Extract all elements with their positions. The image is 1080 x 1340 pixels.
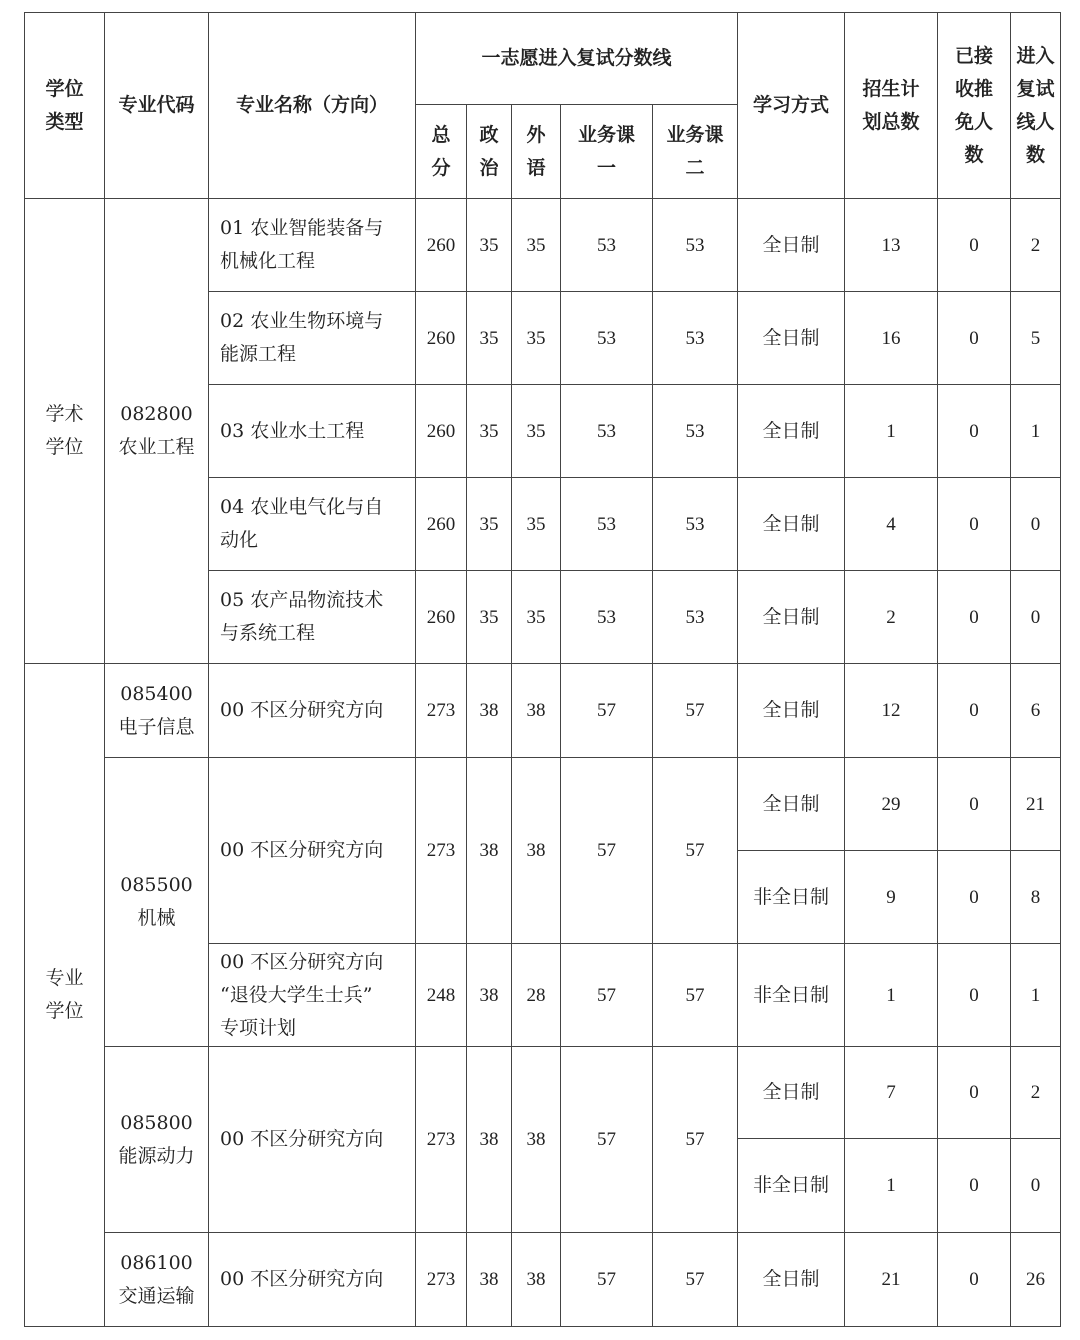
politics-score: 35 bbox=[467, 478, 512, 571]
plan-total: 21 bbox=[845, 1233, 938, 1327]
interview-count: 26 bbox=[1011, 1233, 1061, 1327]
header-major-name: 专业名称（方向） bbox=[209, 13, 416, 199]
table-row bbox=[25, 664, 1061, 758]
header-degree-type: 学位 类型 bbox=[25, 13, 105, 199]
course-two-score: 57 bbox=[653, 664, 738, 758]
exempt-count: 0 bbox=[938, 664, 1011, 758]
course-one-score: 57 bbox=[561, 664, 653, 758]
major-code-085800: 085800 能源动力 bbox=[105, 1047, 209, 1233]
plan-total: 29 bbox=[845, 758, 938, 851]
politics-score: 38 bbox=[467, 664, 512, 758]
interview-count: 0 bbox=[1011, 478, 1061, 571]
plan-total: 4 bbox=[845, 478, 938, 571]
header-interview-count: 进入 复试 线人 数 bbox=[1011, 13, 1061, 199]
foreign-score: 28 bbox=[512, 944, 561, 1047]
politics-score: 35 bbox=[467, 385, 512, 478]
interview-count: 1 bbox=[1011, 944, 1061, 1047]
header-study-mode: 学习方式 bbox=[738, 13, 845, 199]
course-two-score: 53 bbox=[653, 199, 738, 292]
major-code-085500: 085500 机械 bbox=[105, 758, 209, 1047]
table-row bbox=[25, 758, 1061, 851]
politics-score: 35 bbox=[467, 571, 512, 664]
major-name: 05 农产品物流技术 与系统工程 bbox=[209, 571, 416, 664]
exempt-count: 0 bbox=[938, 1047, 1011, 1139]
interview-count: 5 bbox=[1011, 292, 1061, 385]
course-one-score: 57 bbox=[561, 944, 653, 1047]
study-mode: 全日制 bbox=[738, 478, 845, 571]
total-score: 273 bbox=[416, 1233, 467, 1327]
total-score: 273 bbox=[416, 758, 467, 944]
study-mode: 全日制 bbox=[738, 664, 845, 758]
exempt-count: 0 bbox=[938, 385, 1011, 478]
major-name: 00 不区分研究方向 bbox=[209, 664, 416, 758]
plan-total: 1 bbox=[845, 944, 938, 1047]
exempt-count: 0 bbox=[938, 478, 1011, 571]
course-one-score: 53 bbox=[561, 478, 653, 571]
total-score: 260 bbox=[416, 292, 467, 385]
plan-total: 2 bbox=[845, 571, 938, 664]
foreign-score: 35 bbox=[512, 478, 561, 571]
score-line-table bbox=[24, 12, 1061, 1327]
study-mode: 非全日制 bbox=[738, 944, 845, 1047]
header-total-score: 总 分 bbox=[416, 105, 467, 199]
header-course-two: 业务课 二 bbox=[653, 105, 738, 199]
course-one-score: 53 bbox=[561, 199, 653, 292]
foreign-score: 38 bbox=[512, 1047, 561, 1233]
course-two-score: 57 bbox=[653, 758, 738, 944]
table-row bbox=[25, 1233, 1061, 1327]
plan-total: 7 bbox=[845, 1047, 938, 1139]
foreign-score: 35 bbox=[512, 385, 561, 478]
course-one-score: 57 bbox=[561, 1233, 653, 1327]
table-row bbox=[25, 199, 1061, 292]
course-one-score: 57 bbox=[561, 1047, 653, 1233]
course-two-score: 53 bbox=[653, 571, 738, 664]
total-score: 273 bbox=[416, 1047, 467, 1233]
foreign-score: 35 bbox=[512, 292, 561, 385]
politics-score: 35 bbox=[467, 292, 512, 385]
major-name: 00 不区分研究方向 bbox=[209, 1233, 416, 1327]
course-two-score: 57 bbox=[653, 944, 738, 1047]
total-score: 273 bbox=[416, 664, 467, 758]
total-score: 260 bbox=[416, 571, 467, 664]
plan-total: 12 bbox=[845, 664, 938, 758]
study-mode: 全日制 bbox=[738, 1233, 845, 1327]
foreign-score: 38 bbox=[512, 758, 561, 944]
major-name: 00 不区分研究方向 “退役大学生士兵” 专项计划 bbox=[209, 944, 416, 1047]
study-mode: 非全日制 bbox=[738, 1139, 845, 1233]
foreign-score: 35 bbox=[512, 571, 561, 664]
plan-total: 1 bbox=[845, 385, 938, 478]
exempt-count: 0 bbox=[938, 1139, 1011, 1233]
header-politics: 政 治 bbox=[467, 105, 512, 199]
study-mode: 全日制 bbox=[738, 571, 845, 664]
header-foreign-language: 外 语 bbox=[512, 105, 561, 199]
header-course-one: 业务课 一 bbox=[561, 105, 653, 199]
course-one-score: 53 bbox=[561, 571, 653, 664]
study-mode: 非全日制 bbox=[738, 851, 845, 944]
interview-count: 2 bbox=[1011, 199, 1061, 292]
course-one-score: 53 bbox=[561, 292, 653, 385]
politics-score: 38 bbox=[467, 944, 512, 1047]
major-code-085400: 085400 电子信息 bbox=[105, 664, 209, 758]
interview-count: 21 bbox=[1011, 758, 1061, 851]
politics-score: 38 bbox=[467, 1233, 512, 1327]
header-first-choice-score-line: 一志愿进入复试分数线 bbox=[416, 13, 738, 105]
exempt-count: 0 bbox=[938, 944, 1011, 1047]
course-one-score: 53 bbox=[561, 385, 653, 478]
table-row bbox=[25, 1047, 1061, 1139]
major-name: 03 农业水土工程 bbox=[209, 385, 416, 478]
total-score: 248 bbox=[416, 944, 467, 1047]
exempt-count: 0 bbox=[938, 199, 1011, 292]
plan-total: 13 bbox=[845, 199, 938, 292]
course-two-score: 53 bbox=[653, 478, 738, 571]
course-two-score: 53 bbox=[653, 385, 738, 478]
study-mode: 全日制 bbox=[738, 758, 845, 851]
total-score: 260 bbox=[416, 478, 467, 571]
interview-count: 6 bbox=[1011, 664, 1061, 758]
politics-score: 38 bbox=[467, 1047, 512, 1233]
major-name: 02 农业生物环境与 能源工程 bbox=[209, 292, 416, 385]
total-score: 260 bbox=[416, 385, 467, 478]
course-two-score: 57 bbox=[653, 1047, 738, 1233]
plan-total: 1 bbox=[845, 1139, 938, 1233]
degree-type-professional: 专业 学位 bbox=[25, 664, 105, 1327]
header-plan-total: 招生计 划总数 bbox=[845, 13, 938, 199]
plan-total: 16 bbox=[845, 292, 938, 385]
major-name: 01 农业智能装备与 机械化工程 bbox=[209, 199, 416, 292]
interview-count: 0 bbox=[1011, 571, 1061, 664]
plan-total: 9 bbox=[845, 851, 938, 944]
foreign-score: 35 bbox=[512, 199, 561, 292]
major-name: 00 不区分研究方向 bbox=[209, 1047, 416, 1233]
foreign-score: 38 bbox=[512, 664, 561, 758]
politics-score: 38 bbox=[467, 758, 512, 944]
major-code-082800: 082800 农业工程 bbox=[105, 199, 209, 664]
major-name: 00 不区分研究方向 bbox=[209, 758, 416, 944]
total-score: 260 bbox=[416, 199, 467, 292]
exempt-count: 0 bbox=[938, 571, 1011, 664]
exempt-count: 0 bbox=[938, 851, 1011, 944]
study-mode: 全日制 bbox=[738, 199, 845, 292]
study-mode: 全日制 bbox=[738, 385, 845, 478]
major-code-086100: 086100 交通运输 bbox=[105, 1233, 209, 1327]
header-exempt-count: 已接 收推 免人 数 bbox=[938, 13, 1011, 199]
interview-count: 2 bbox=[1011, 1047, 1061, 1139]
header-major-code: 专业代码 bbox=[105, 13, 209, 199]
exempt-count: 0 bbox=[938, 1233, 1011, 1327]
major-name: 04 农业电气化与自 动化 bbox=[209, 478, 416, 571]
study-mode: 全日制 bbox=[738, 292, 845, 385]
exempt-count: 0 bbox=[938, 292, 1011, 385]
course-two-score: 57 bbox=[653, 1233, 738, 1327]
study-mode: 全日制 bbox=[738, 1047, 845, 1139]
foreign-score: 38 bbox=[512, 1233, 561, 1327]
exempt-count: 0 bbox=[938, 758, 1011, 851]
politics-score: 35 bbox=[467, 199, 512, 292]
course-two-score: 53 bbox=[653, 292, 738, 385]
degree-type-academic: 学术 学位 bbox=[25, 199, 105, 664]
interview-count: 1 bbox=[1011, 385, 1061, 478]
interview-count: 8 bbox=[1011, 851, 1061, 944]
course-one-score: 57 bbox=[561, 758, 653, 944]
interview-count: 0 bbox=[1011, 1139, 1061, 1233]
